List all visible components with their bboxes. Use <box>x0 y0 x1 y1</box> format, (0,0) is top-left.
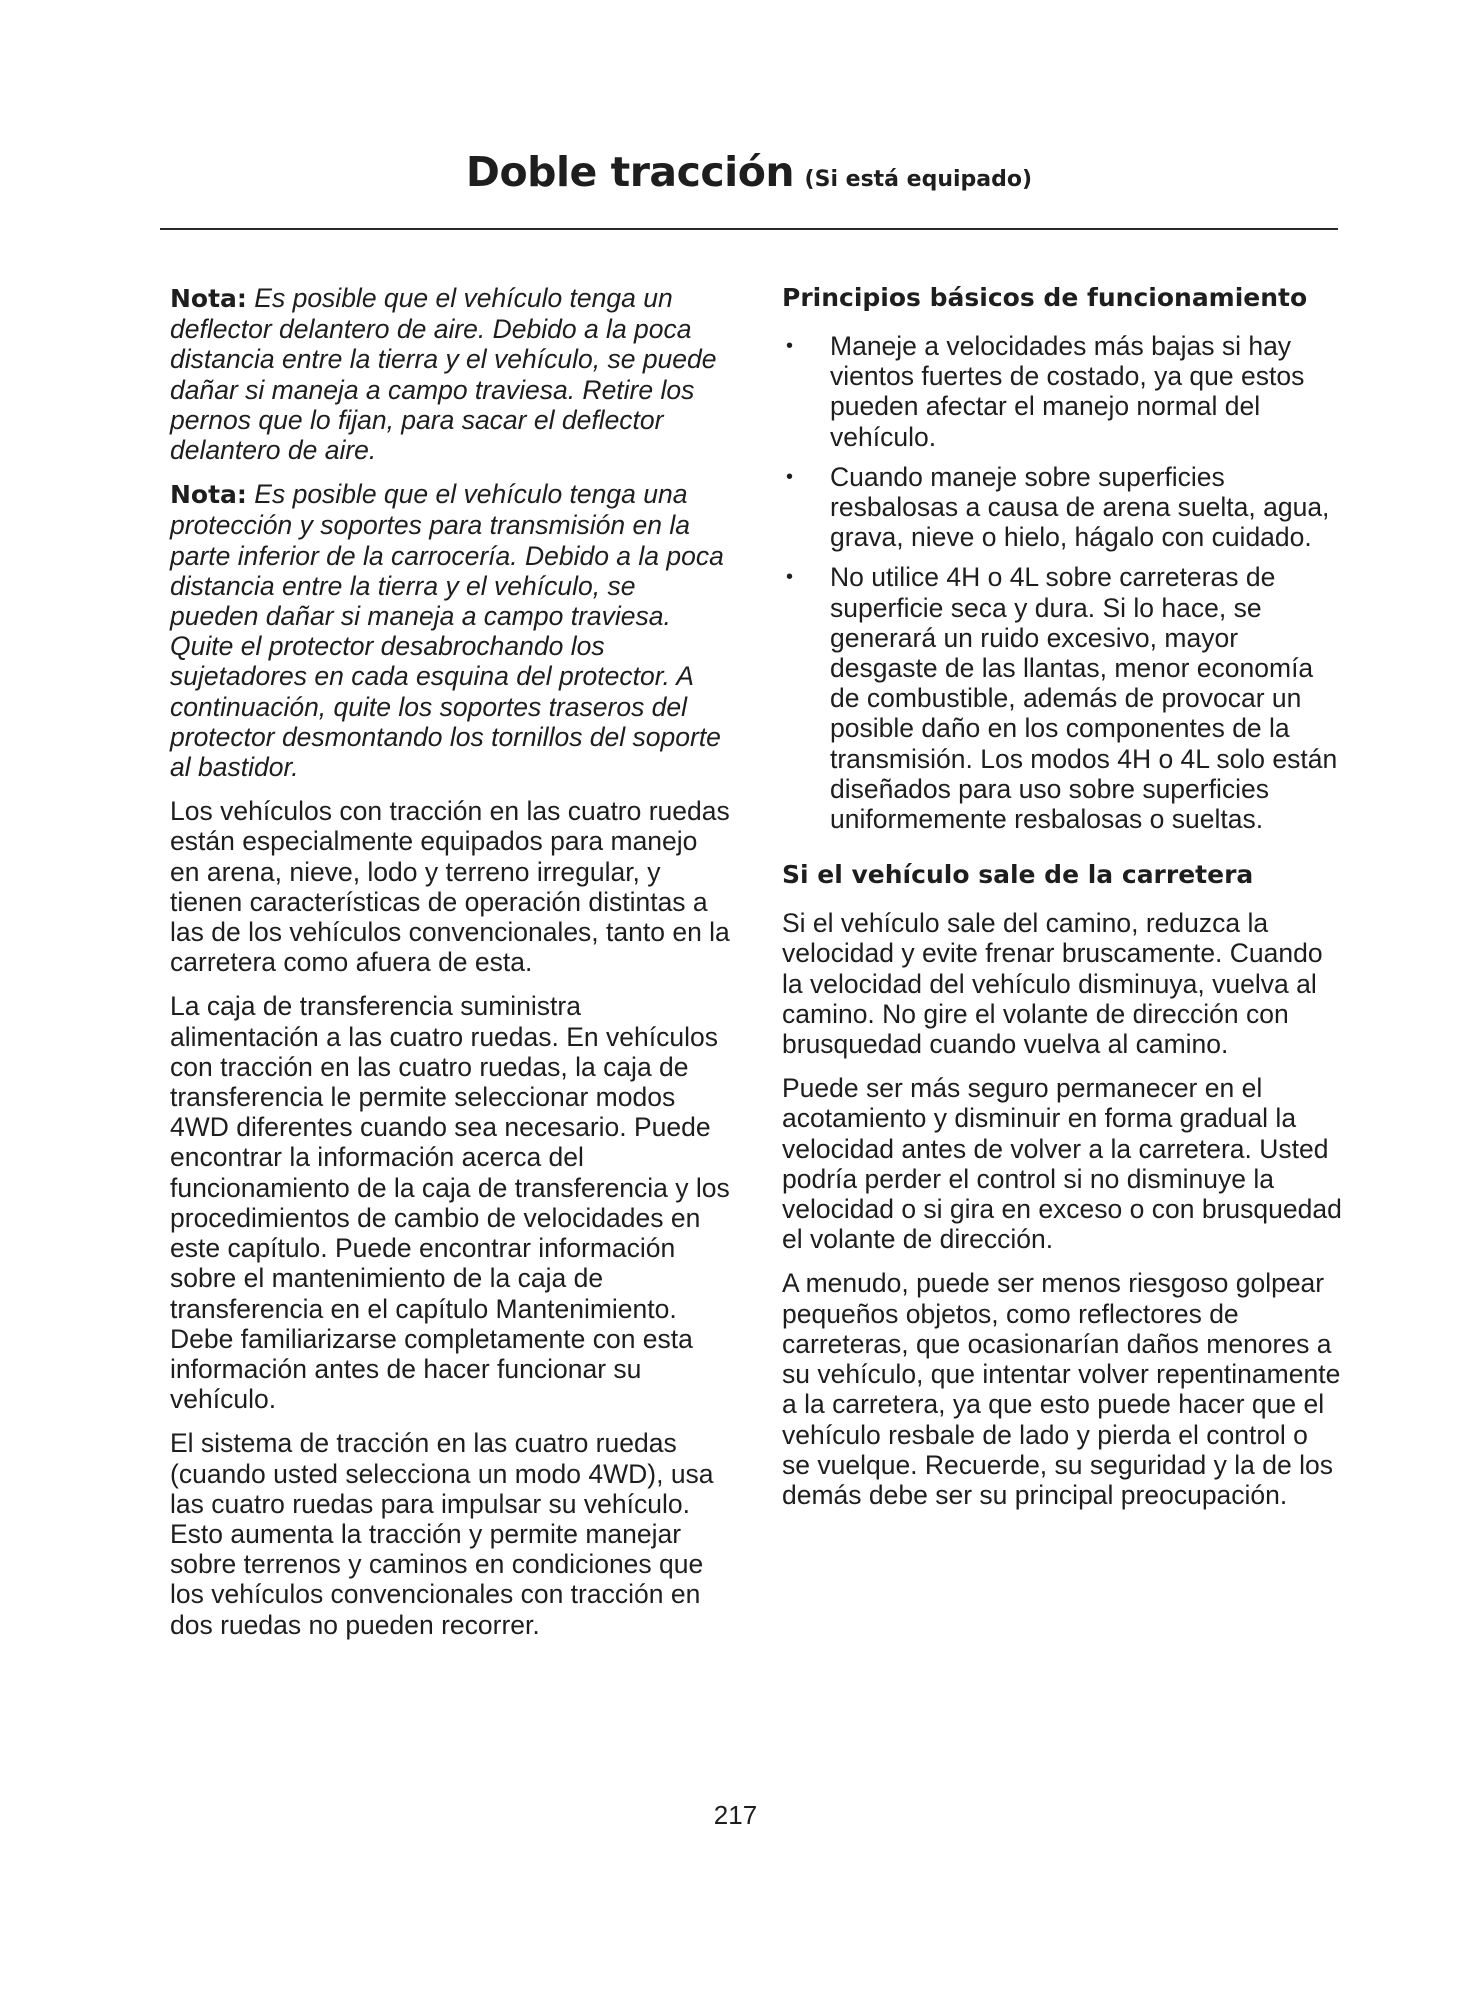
body-paragraph: A menudo, puede ser menos riesgoso golpear pequeños objetos, como reflectores de carreteras, que ocasionarían daños menores a su vehículo, que intentar volver repentinamente a la carretera, ya que esto puede hacer que el vehículo resbale de lado y pierda el control o se vuelque. Recuerde, su seguridad y la de los demás debe ser su principal preocupación. <box>782 1268 1341 1510</box>
note-text: Es posible que el vehículo tenga un deflector delantero de aire. Debido a la poca distancia entre la tierra y el vehículo, se puede dañar si maneja a campo traviesa. Retire los pernos que lo fijan, para sacar el deflector delantero de aire. <box>170 283 717 466</box>
body-paragraph: Puede ser más seguro permanecer en el acotamiento y disminuir en forma gradual la velocidad antes de volver a la carretera. Usted podría perder el control si no disminuye la velocidad o si gira en exceso o con brusquedad el volante de dirección. <box>782 1073 1342 1255</box>
page-number: 217 <box>713 1800 758 1830</box>
note-label: Nota: <box>170 480 247 510</box>
list-item-text: Cuando maneje sobre superficies resbalosas a causa de arena suelta, agua, grava, nieve o hielo, hágalo con cuidado. <box>830 461 1330 553</box>
list-item <box>782 331 1342 452</box>
body-paragraph: Los vehículos con tracción en las cuatro ruedas están especialmente equipados para manejo en arena, nieve, lodo y terreno irregular, y tienen características de operación distintas a las de los vehículos convencionales, tanto en la carretera como afuera de esta. <box>170 796 730 978</box>
section-heading: Si el vehículo sale de la carretera <box>782 860 1254 890</box>
page-title: Doble tracción <box>465 148 795 196</box>
list-item-text: Maneje a velocidades más bajas si hay vientos fuertes de costado, ya que estos pueden afectar el manejo normal del vehículo. <box>830 331 1305 452</box>
list-item <box>782 462 1342 553</box>
page-subtitle: (Si está equipado) <box>804 167 1033 192</box>
header-divider <box>160 228 1338 230</box>
note-label: Nota: <box>170 284 247 313</box>
bullet-icon: • <box>786 566 794 589</box>
body-paragraph: Si el vehículo sale del camino, reduzca la velocidad y evite frenar bruscamente. Cuando la velocidad del vehículo disminuya, vuelva al camino. No gire el volante de dirección con brusquedad cuando vuelva al camino. <box>782 908 1323 1060</box>
note-paragraph <box>170 283 730 465</box>
list-item-text: No utilice 4H o 4L sobre carreteras de superficie seca y dura. Si lo hace, se generará un ruido excesivo, mayor desgaste de las llantas, menor economía de combustible, además de provocar un posible daño en los componentes de la transmisión. Los modos 4H o 4L solo están diseñados para uso sobre superficies uniformemente resbalosas o sueltas. <box>830 562 1338 835</box>
bullet-list <box>782 331 1342 834</box>
bullet-icon: • <box>786 465 794 488</box>
body-paragraph: La caja de transferencia suministra alimentación a las cuatro ruedas. En vehículos con tracción en las cuatro ruedas, la caja de transferencia le permite seleccionar modos 4WD diferentes cuando sea necesario. Puede encontrar la información acerca del funcionamiento de la caja de transferencia y los procedimientos de cambio de velocidades en este capítulo. Puede encontrar información sobre el mantenimiento de la caja de transferencia en el capítulo Mantenimiento. Debe familiarizarse completamente con esta información antes de hacer funcionar su vehículo. <box>170 991 730 1415</box>
note-text: Es posible que el vehículo tenga una protección y soportes para transmisión en la parte inferior de la carrocería. Debido a la poca distancia entre la tierra y el vehículo, se pueden dañar si maneja a campo traviesa. Quite el protector desabrochando los sujetadores en cada esquina del protector. A continuación, quite los soportes traseros del protector desmontando los tornillos del soporte al bastidor. <box>170 479 724 783</box>
bullet-icon: • <box>786 335 794 357</box>
right-column <box>782 283 1342 1524</box>
page-header <box>160 148 1338 196</box>
note-paragraph <box>170 479 730 782</box>
list-item <box>782 562 1342 834</box>
body-paragraph: El sistema de tracción en las cuatro ruedas (cuando usted selecciona un modo 4WD), usa las cuatro ruedas para impulsar su vehículo. Esto aumenta la tracción y permite manejar sobre terrenos y caminos en condiciones que los vehículos convencionales con tracción en dos ruedas no pueden recorrer. <box>170 1428 714 1640</box>
section-heading: Principios básicos de funcionamiento <box>782 283 1308 312</box>
left-column <box>170 283 730 1654</box>
